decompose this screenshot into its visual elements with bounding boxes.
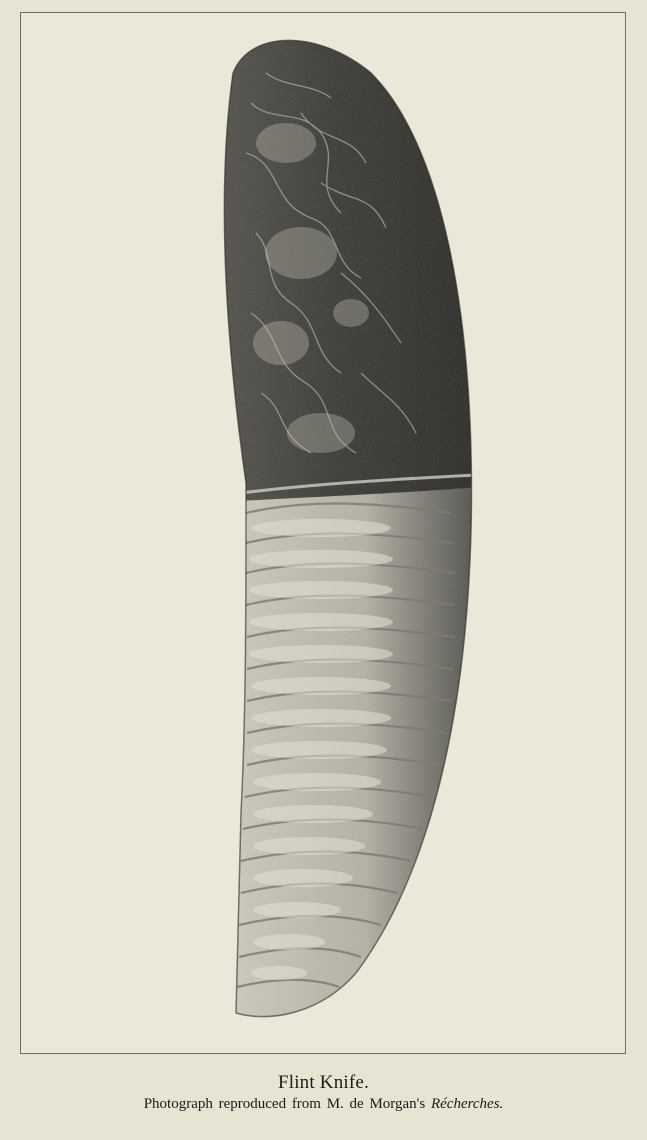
caption-title: Flint Knife. bbox=[277, 1072, 370, 1093]
credit-work-title: Récherches. bbox=[430, 1096, 504, 1112]
flint-knife-illustration bbox=[21, 13, 626, 1054]
credit-text: Photograph reproduced from M. de Morgan's bbox=[143, 1096, 426, 1112]
caption-credit bbox=[0, 1096, 647, 1113]
photo-plate bbox=[20, 12, 626, 1054]
